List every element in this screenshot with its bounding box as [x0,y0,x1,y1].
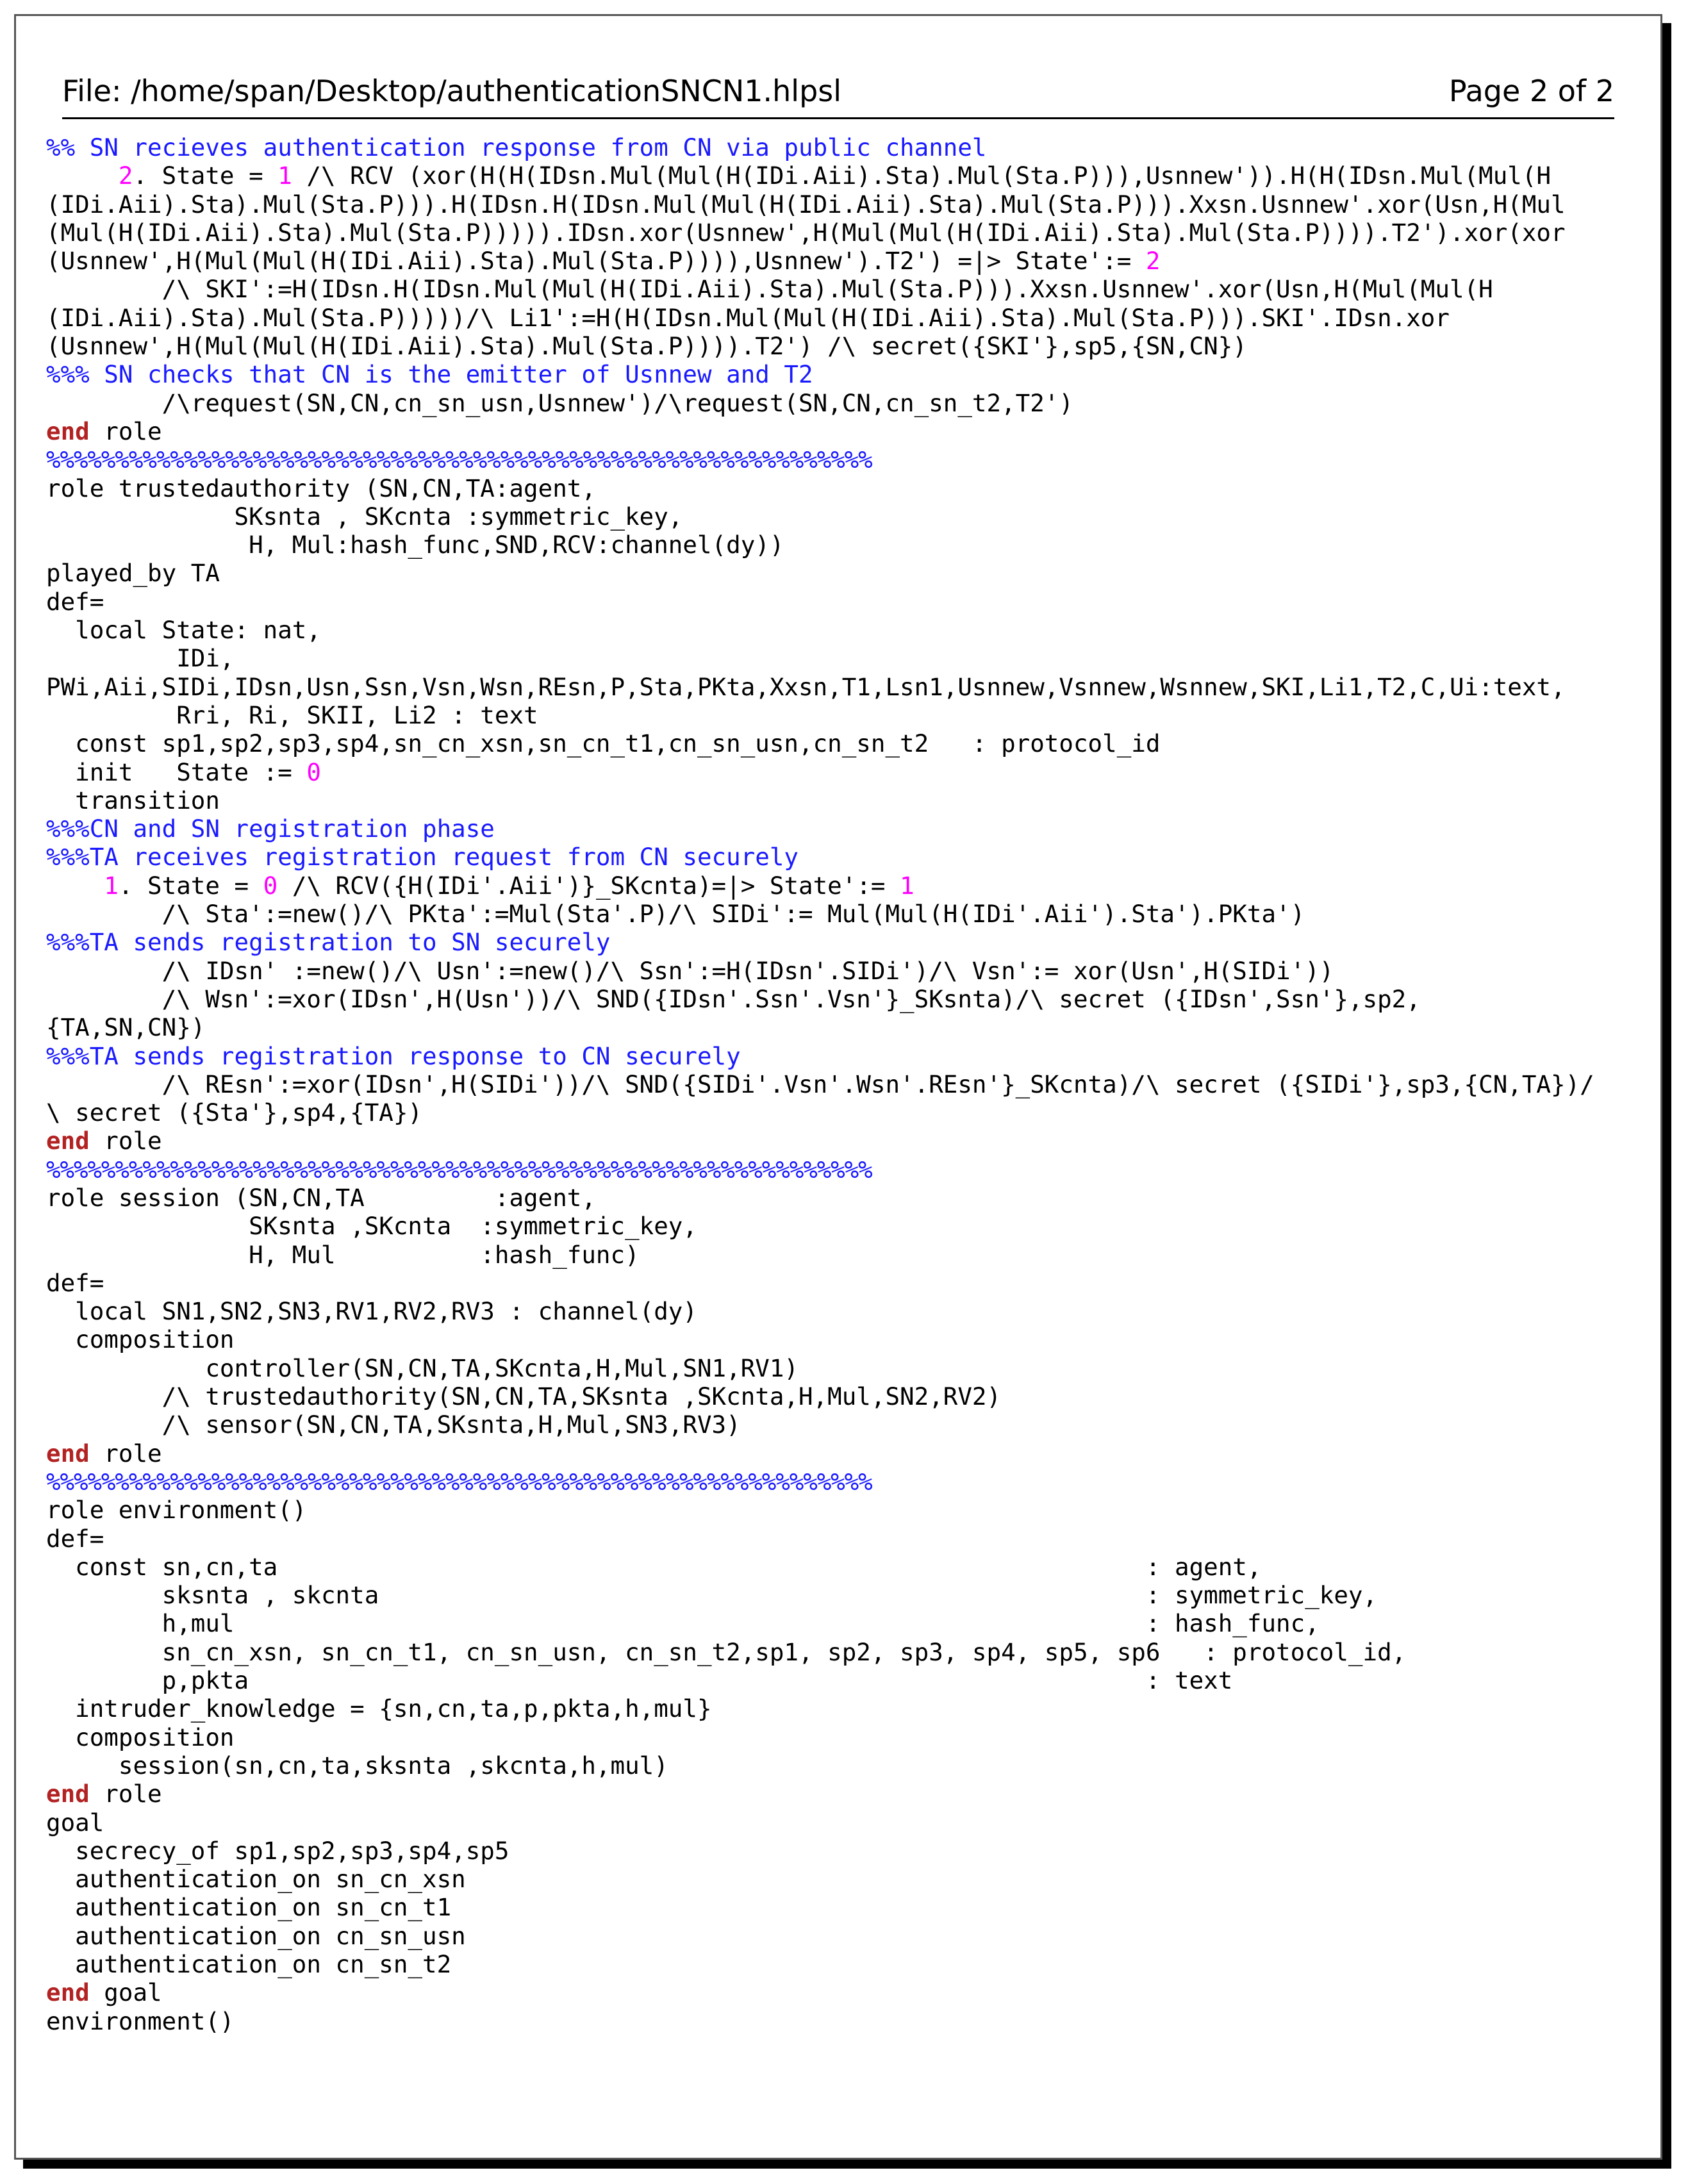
code-text: role [89,1127,162,1155]
code-line [46,673,1610,701]
code-text: (Usnnew',H(Mul(Mul(H(IDi.Aii).Sta).Mul(Sta.P)))).T2') /\ secret({SKI'},sp5,{SN,CN}) [46,332,1247,361]
code-text: H, Mul:hash_func,SND,RCV:channel(dy)) [46,531,784,559]
code-text: /\ RCV({H(IDi'.Aii')}_SKcnta)=|> State':= [277,871,900,900]
code-text: authentication_on sn_cn_t1 [46,1893,452,1922]
code-line [46,502,1610,531]
code-text: def= [46,587,104,616]
code-text: /\request(SN,CN,cn_sn_usn,Usnnew')/\request(SN,CN,cn_sn_t2,T2') [46,388,1073,417]
code-text: session(sn,cn,ta,sksnta ,skcnta,h,mul) [46,1751,668,1780]
code-text: \ secret ({Sta'},sp4,{TA}) [46,1098,422,1127]
file-path: File: /home/span/Desktop/authenticationSNCN1.hlpsl [62,74,842,108]
code-text: role session (SN,CN,TA :agent, [46,1183,596,1212]
code-line [46,1893,1610,1921]
code-text: . State = [118,871,263,900]
code-text: /\ SKI':=H(IDsn.H(IDsn.Mul(Mul(H(IDi.Aii).Sta).Mul(Sta.P))).Xxsn.Usnnew'.xor(Usn,H(Mul(Mul(H [46,275,1493,304]
code-line [46,247,1610,275]
code-line [46,1922,1610,1950]
code-line [46,1609,1610,1637]
code-text: /\ sensor(SN,CN,TA,SKsnta,H,Mul,SN3,RV3) [46,1410,741,1439]
code-line [46,786,1610,815]
code-text: authentication_on cn_sn_t2 [46,1950,452,1978]
code-line [46,815,1610,843]
code-line [46,304,1610,332]
code-text: sn_cn_xsn, sn_cn_t1, cn_sn_usn, cn_sn_t2,sp1, sp2, sp3, sp4, sp5, sp6 : protocol_id, [46,1637,1407,1666]
code-line [46,1950,1610,1978]
code-text: (IDi.Aii).Sta).Mul(Sta.P))).H(IDsn.H(IDsn.Mul(Mul(H(IDi.Aii).Sta).Mul(Sta.P))).Xxsn.Usnnew'.xor(Usn,H(Mul [46,190,1566,219]
code-line [46,161,1610,190]
code-line [46,219,1610,247]
code-line [46,1155,1610,1184]
code-line [46,758,1610,786]
code-line [46,1070,1610,1098]
code-number: 0 [306,757,321,786]
code-line [46,1638,1610,1666]
code-line [46,928,1610,956]
code-text: /\ RCV (xor(H(H(IDsn.Mul(Mul(H(IDi.Aii).Sta).Mul(Sta.P))),Usnnew')).H(H(IDsn.Mul(Mul(H [292,161,1551,190]
code-text: local SN1,SN2,SN3,RV1,RV2,RV3 : channel(dy) [46,1297,697,1326]
code-text: authentication_on sn_cn_xsn [46,1865,466,1894]
code-text: (IDi.Aii).Sta).Mul(Sta.P)))))/\ Li1':=H(H(IDsn.Mul(Mul(H(IDi.Aii).Sta).Mul(Sta.P))).SKI'.IDsn.xor [46,303,1450,332]
code-line [46,1410,1610,1439]
code-separator: %%%%%%%%%%%%%%%%%%%%%%%%%%%%%%%%%%%%%%%%%%%%%%%%%%%%%%%%%%%% [46,445,872,474]
code-line [46,1042,1610,1070]
code-line [46,1241,1610,1269]
code-line [46,644,1610,672]
code-text: environment() [46,2006,235,2035]
code-line [46,190,1610,219]
code-line [46,474,1610,502]
code-line [46,1553,1610,1581]
code-number: 2 [118,161,133,190]
code-text: (Mul(H(IDi.Aii).Sta).Mul(Sta.P))))).IDsn.xor(Usnnew',H(Mul(Mul(H(IDi.Aii).Sta).Mul(Sta.P)))).T2').xor(xor [46,218,1566,247]
code-text: role [89,1780,162,1808]
code-line [46,559,1610,587]
code-text: goal [46,1808,104,1837]
code-comment: %%%TA sends registration to SN securely [46,928,611,957]
code-line [46,1325,1610,1353]
code-text: def= [46,1524,104,1553]
code-comment: %%%TA receives registration request from CN securely [46,843,798,872]
code-text: transition [46,786,220,815]
code-text: SKsnta ,SKcnta :symmetric_key, [46,1212,697,1241]
page-header [62,62,1614,119]
code-text: /\ REsn':=xor(IDsn',H(SIDi'))/\ SND({SIDi'.Vsn'.Wsn'.REsn'}_SKcnta)/\ secret ({SIDi'},sp3,{CN,TA})/ [46,1070,1594,1098]
code-text: played_by TA [46,559,220,588]
code-line [46,1496,1610,1524]
code-line [46,843,1610,871]
code-listing [46,133,1610,2035]
code-line [46,588,1610,616]
code-text: /\ Wsn':=xor(IDsn',H(Usn'))/\ SND({IDsn'.Ssn'.Vsn'}_SKsnta)/\ secret ({IDsn',Ssn'},sp2, [46,984,1421,1013]
page-number: Page 2 of 2 [1448,74,1614,108]
code-text: def= [46,1268,104,1297]
code-line [46,729,1610,757]
code-text: init State := [46,757,307,786]
code-text: (Usnnew',H(Mul(Mul(H(IDi.Aii).Sta).Mul(Sta.P)))),Usnnew').T2') =|> State':= [46,247,1146,276]
code-text: role [89,1439,162,1468]
code-text: /\ Sta':=new()/\ PKta':=Mul(Sta'.P)/\ SIDi':= Mul(Mul(H(IDi'.Aii').Sta').PKta') [46,900,1305,929]
code-text: role environment() [46,1496,307,1525]
code-text: PWi,Aii,SIDi,IDsn,Usn,Ssn,Vsn,Wsn,REsn,P,Sta,PKta,Xxsn,T1,Lsn1,Usnnew,Vsnnew,Wsnnew,SKI,Li1,T2,C,Ui:text, [46,672,1566,701]
code-text: intruder_knowledge = {sn,cn,ta,p,pkta,h,mul} [46,1694,712,1723]
code-comment: %%% SN checks that CN is the emitter of Usnnew and T2 [46,360,813,389]
code-line [46,1837,1610,1865]
code-text: const sn,cn,ta : agent, [46,1552,1262,1581]
code-text: const sp1,sp2,sp3,sp4,sn_cn_xsn,sn_cn_t1,cn_sn_usn,cn_sn_t2 : protocol_id [46,729,1161,758]
code-text: composition [46,1325,235,1354]
code-line [46,417,1610,445]
code-keyword: end [46,1127,90,1155]
code-text: secrecy_of sp1,sp2,sp3,sp4,sp5 [46,1836,509,1865]
code-text: Rri, Ri, SKII, Li2 : text [46,700,538,729]
code-line [46,360,1610,388]
code-line [46,1212,1610,1240]
code-text: {TA,SN,CN}) [46,1013,206,1042]
code-line [46,1354,1610,1382]
code-number: 2 [1145,247,1161,276]
code-line [46,275,1610,303]
code-line [46,531,1610,559]
code-line [46,1865,1610,1893]
code-text: authentication_on cn_sn_usn [46,1921,466,1950]
code-line [46,389,1610,417]
code-text: h,mul : hash_func, [46,1609,1320,1638]
code-line [46,872,1610,900]
code-text: composition [46,1723,235,1751]
code-line [46,1382,1610,1410]
code-text: /\ trustedauthority(SN,CN,TA,SKsnta ,SKcnta,H,Mul,SN2,RV2) [46,1382,1002,1411]
code-line [46,1525,1610,1553]
code-text [46,161,119,190]
code-line [46,1439,1610,1468]
code-line [46,1694,1610,1723]
code-text: p,pkta : text [46,1666,1233,1695]
code-line [46,1269,1610,1297]
code-text [46,872,104,900]
code-text: controller(SN,CN,TA,SKcnta,H,Mul,SN1,RV1) [46,1353,798,1382]
code-line [46,133,1610,161]
code-comment: %%%CN and SN registration phase [46,815,495,843]
code-text: role trustedauthority (SN,CN,TA:agent, [46,474,596,502]
code-line [46,1666,1610,1694]
code-separator: %%%%%%%%%%%%%%%%%%%%%%%%%%%%%%%%%%%%%%%%%%%%%%%%%%%%%%%%%%%% [46,1467,872,1496]
code-line [46,1723,1610,1751]
code-line [46,900,1610,928]
code-line [46,1751,1610,1780]
code-number: 1 [277,161,292,190]
code-text: . State = [133,161,278,190]
code-text: IDi, [46,644,235,673]
code-text: H, Mul :hash_func) [46,1240,640,1269]
code-line [46,1780,1610,1808]
code-keyword: end [46,1978,90,2007]
code-line [46,1468,1610,1496]
code-separator: %%%%%%%%%%%%%%%%%%%%%%%%%%%%%%%%%%%%%%%%%%%%%%%%%%%%%%%%%%%% [46,1155,872,1184]
code-number: 1 [104,871,119,900]
code-keyword: end [46,1780,90,1808]
code-comment: %% SN recieves authentication response from CN via public channel [46,133,987,161]
code-line [46,957,1610,985]
code-text: sksnta , skcnta : symmetric_key, [46,1581,1378,1610]
code-text: role [89,417,162,445]
code-line [46,2007,1610,2035]
code-keyword: end [46,417,90,445]
code-line [46,332,1610,360]
code-text: SKsnta , SKcnta :symmetric_key, [46,502,683,531]
code-text: local State: nat, [46,616,321,645]
code-line [46,701,1610,729]
code-line [46,1013,1610,1041]
code-line [46,616,1610,644]
code-comment: %%%TA sends registration response to CN securely [46,1041,741,1070]
code-line [46,1808,1610,1837]
code-line [46,1098,1610,1127]
code-line [46,445,1610,474]
code-text: goal [89,1978,162,2007]
code-number: 0 [263,871,278,900]
code-text: /\ IDsn' :=new()/\ Usn':=new()/\ Ssn':=H(IDsn'.SIDi')/\ Vsn':= xor(Usn',H(SIDi')) [46,956,1334,985]
code-line [46,985,1610,1013]
code-line [46,1184,1610,1212]
code-number: 1 [900,871,914,900]
code-keyword: end [46,1439,90,1468]
code-line [46,1581,1610,1609]
code-line [46,1127,1610,1155]
code-line [46,1297,1610,1325]
code-line [46,1978,1610,2006]
